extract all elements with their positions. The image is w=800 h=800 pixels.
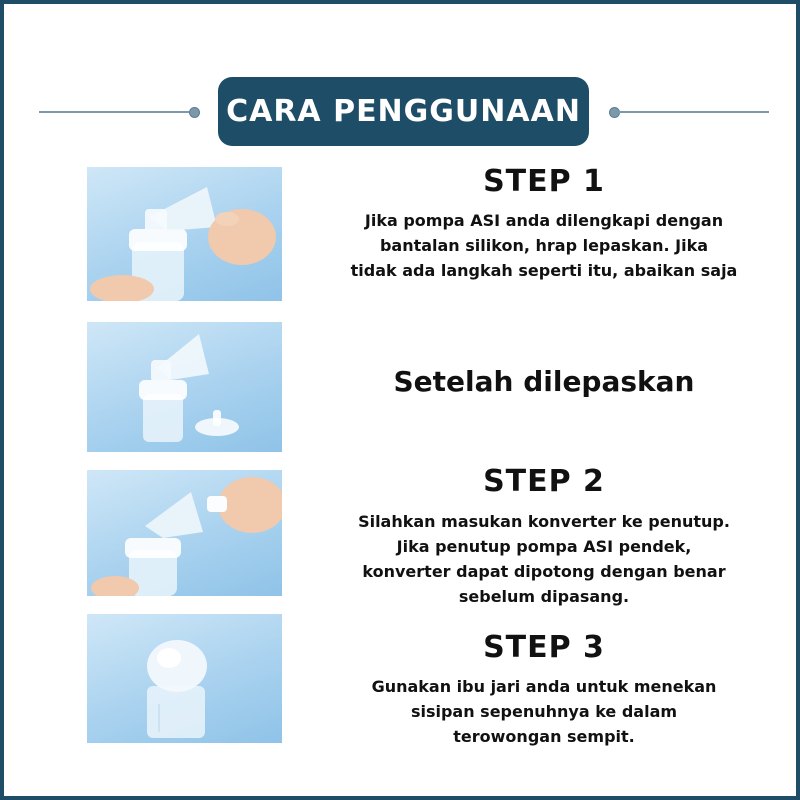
step2-description — [294, 509, 794, 609]
step1-description — [294, 208, 794, 283]
step3-title: STEP 3 — [483, 630, 605, 665]
title-banner — [218, 77, 589, 146]
breast-pump-silicone-removal-icon — [87, 167, 282, 301]
breast-pump-converter-insert-icon — [87, 470, 282, 596]
step3-line: sisipan sepenuhnya ke dalam — [410, 702, 678, 721]
step2-line: konverter dapat dipotong dengan benar — [362, 562, 726, 581]
breast-pump-thumb-press-icon — [87, 614, 282, 743]
step1-line: tidak ada langkah seperti itu, abaikan saja — [350, 261, 738, 280]
step2-line: Silahkan masukan konverter ke penutup. — [358, 512, 730, 531]
step2-title: STEP 2 — [483, 464, 605, 499]
middle-caption: Setelah dilepaskan — [393, 365, 695, 398]
breast-pump-with-cushion-removed-icon — [87, 322, 282, 452]
header-divider-left — [39, 111, 189, 113]
step1-title: STEP 1 — [483, 164, 605, 199]
step2-photo — [87, 470, 282, 596]
step3-description — [294, 674, 794, 749]
step3-photo — [87, 614, 282, 743]
header-dot-left — [189, 107, 200, 118]
step1-line: bantalan silikon, hrap lepaskan. Jika — [379, 236, 709, 255]
step2-line: sebelum dipasang. — [458, 587, 630, 606]
step-middle-photo — [87, 322, 282, 452]
step2-line: Jika penutup pompa ASI pendek, — [396, 537, 692, 556]
header-divider-right — [618, 111, 769, 113]
step3-line: Gunakan ibu jari anda untuk menekan — [371, 677, 717, 696]
step1-photo — [87, 167, 282, 301]
page-title: CARA PENGGUNAAN — [226, 94, 581, 129]
step3-line: terowongan sempit. — [453, 727, 635, 746]
step1-line: Jika pompa ASI anda dilengkapi dengan — [364, 211, 724, 230]
